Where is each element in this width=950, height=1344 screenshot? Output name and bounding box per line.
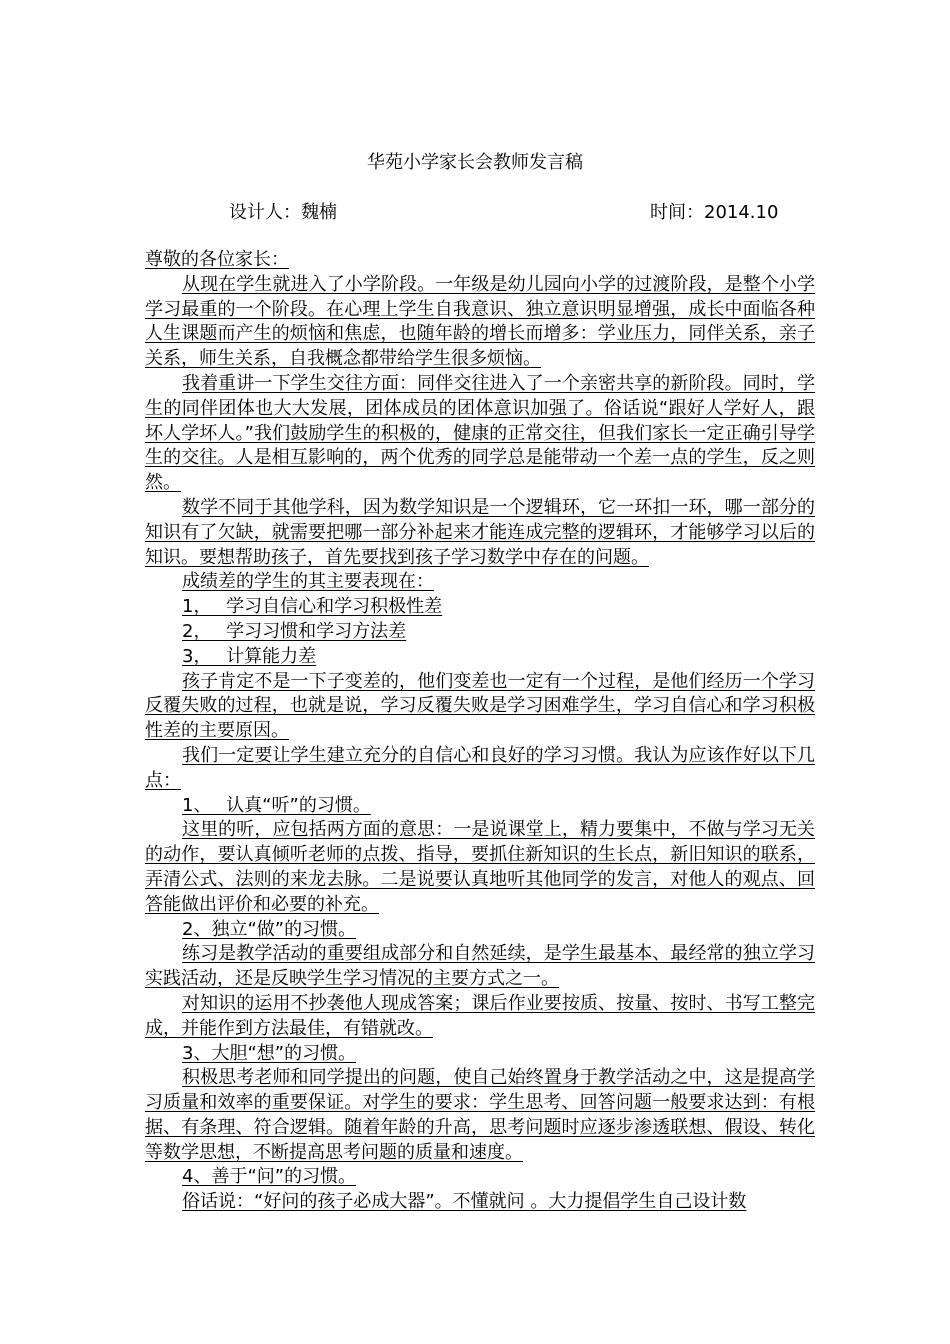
- habit-heading: 3、大胆“想”的习惯。: [182, 1042, 357, 1064]
- paragraph: 这里的听，应包括两方面的意思：一是说课堂上，精力要集中，不做与学习无关的动作，要认真倾听老师的点拨、指导，要抓住新知识的生长点，新旧知识的联系，弄清公式、法则的来龙去脉。二是说要认真地听其他同学的发言，对他人的观点、回答能做出评价和必要的补充。: [145, 819, 815, 915]
- habit-heading: 4、善于“问”的习惯。: [182, 1166, 357, 1188]
- paragraph: 从现在学生就进入了小学阶段。一年级是幼儿园向小学的过渡阶段，是整个小学学习最重的一个阶段。在心理上学生自我意识、独立意识明显增强，成长中面临各种人生课题而产生的烦恼和焦虑，也随年龄的增长而增多：学业压力，同伴关系，亲子关系，师生关系，自我概念都带给学生很多烦恼。: [145, 273, 815, 370]
- designer-label: 设计人：魏楠: [229, 202, 337, 223]
- paragraph: 练习是教学活动的重要组成部分和自然延续，是学生最基本、最经常的独立学习实践活动，还是反映学生学习情况的主要方式之一。: [145, 943, 815, 990]
- document-title: 华苑小学家长会教师发言稿: [367, 152, 583, 173]
- habit-heading: 2、独立“做”的习惯。: [182, 918, 357, 940]
- date-label: 时间：2014.10: [650, 202, 779, 223]
- document-body: [145, 248, 815, 1215]
- habit-heading: 1、 认真“听”的习惯。: [182, 794, 371, 816]
- paragraph: 数学不同于其他学科，因为数学知识是一个逻辑环，它一环扣一环，哪一部分的知识有了欠缺，就需要把哪一部分补起来才能连成完整的逻辑环，才能够学习以后的知识。要想帮助孩子，首先要找到孩子学习数学中存在的问题。: [145, 496, 815, 568]
- paragraph: 孩子肯定不是一下子变差的，他们变差也一定有一个过程，是他们经历一个学习反覆失败的过程，也就是说，学习反覆失败是学习困难学生，学习自信心和学习积极性差的主要原因。: [145, 670, 815, 742]
- paragraph: 俗话说：“好问的孩子必成大器”。不懂就问 。大力提倡学生自己设计数: [182, 1191, 747, 1213]
- list-item: 1， 学习自信心和学习积极性差: [182, 596, 443, 618]
- paragraph: 积极思考老师和同学提出的问题，使自己始终置身于教学活动之中，这是提高学习质量和效率的重要保证。对学生的要求：学生思考、回答问题一般要求达到：有根据、有条理、符合逻辑。随着年龄的升高，思考问题时应逐步渗透联想、假设、转化等数学思想，不断提高思考问题的质量和速度。: [145, 1067, 815, 1163]
- paragraph: 我们一定要让学生建立充分的自信心和良好的学习习惯。我认为应该作好以下几点：: [145, 744, 815, 791]
- list-item: 2， 学习习惯和学习方法差: [182, 620, 407, 642]
- paragraph: 对知识的运用不抄袭他人现成答案；课后作业要按质、按量、按时、书写工整完成，并能作到方法最佳，有错就改。: [145, 992, 815, 1039]
- salutation: 尊敬的各位家长：: [145, 249, 289, 270]
- paragraph: 成绩差的学生的其主要表现在：: [182, 571, 434, 593]
- paragraph: 我着重讲一下学生交往方面：同伴交往进入了一个亲密共享的新阶段。同时，学生的同伴团体也大大发展，团体成员的团体意识加强了。俗话说“跟好人学好人，跟坏人学坏人。”我们鼓励学生的积极的，健康的正常交往，但我们家长一定正确引导学生的交往。人是相互影响的，两个优秀的同学总是能带动一个差一点的学生，反之则然。: [145, 372, 815, 494]
- list-item: 3， 计算能力差: [182, 645, 317, 667]
